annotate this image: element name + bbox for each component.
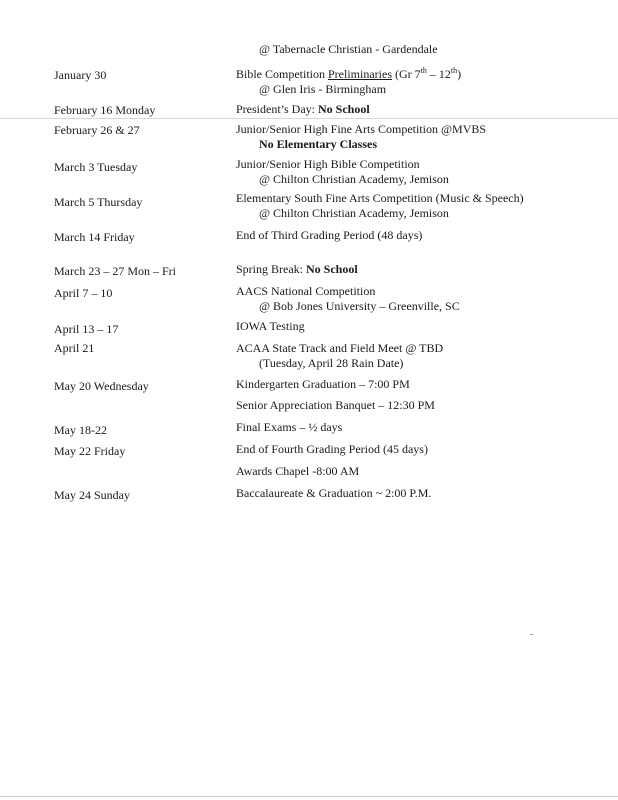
event-date: April 21 [54,341,95,355]
event-title-underlined: Preliminaries [328,67,392,81]
event-title [236,67,461,82]
event-date: May 18-22 [54,423,107,437]
event-title: IOWA Testing [236,319,305,333]
event-title: End of Third Grading Period (48 days) [236,228,423,242]
scan-speck [530,634,533,635]
event-title: ACAA State Track and Field Meet @ TBD [236,341,444,355]
scan-line [0,118,618,119]
event-date: February 26 & 27 [54,123,140,137]
event-title: AACS National Competition [236,284,376,298]
event-date: February 16 Monday [54,103,156,117]
event-title: Baccalaureate & Graduation ~ 2:00 P.M. [236,486,432,500]
event-title: Kindergarten Graduation – 7:00 PM [236,377,410,391]
event-date: April 7 – 10 [54,286,113,300]
superscript: th [450,66,458,75]
event-title: Awards Chapel -8:00 AM [236,464,360,478]
event-title-bold: No School [306,262,358,276]
event-title-text: Spring Break: [236,262,306,276]
event-title-text: Bible Competition [236,67,328,81]
event-location: @ Bob Jones University – Greenville, SC [259,299,460,313]
event-title: Elementary South Fine Arts Competition (Music & Speech) [236,191,524,205]
event-title: End of Fourth Grading Period (45 days) [236,442,428,456]
event-title-text: (Gr 7 [391,67,421,81]
event-title [236,102,370,117]
event-title: Junior/Senior High Fine Arts Competition @MVBS [236,122,487,136]
event-location: @ Glen Iris - Birmingham [259,82,387,96]
event-title-text: President’s Day: [236,102,318,116]
event-date: May 20 Wednesday [54,379,149,393]
event-date: March 3 Tuesday [54,160,138,174]
event-location: @ Chilton Christian Academy, Jemison [259,206,449,220]
event-date: May 22 Friday [54,444,126,458]
scan-line [0,796,618,797]
event-location-line: @ Tabernacle Christian - Gardendale [259,42,438,56]
event-title: Junior/Senior High Bible Competition [236,157,420,171]
event-note: (Tuesday, April 28 Rain Date) [259,356,404,370]
superscript: th [420,66,427,75]
event-date: March 23 – 27 Mon – Fri [54,264,176,278]
event-location: @ Chilton Christian Academy, Jemison [259,172,449,186]
event-title [236,262,358,277]
event-title-text: ) [457,67,462,81]
event-title: Senior Appreciation Banquet – 12:30 PM [236,398,435,412]
event-date: January 30 [54,68,107,82]
event-date: May 24 Sunday [54,488,130,502]
event-note: No Elementary Classes [259,137,377,151]
event-title: Final Exams – ½ days [236,420,343,434]
event-date: March 14 Friday [54,230,135,244]
event-date: March 5 Thursday [54,195,143,209]
event-title-text: – 12 [426,67,451,81]
event-date: April 13 – 17 [54,322,119,336]
event-title-bold: No School [318,102,370,116]
